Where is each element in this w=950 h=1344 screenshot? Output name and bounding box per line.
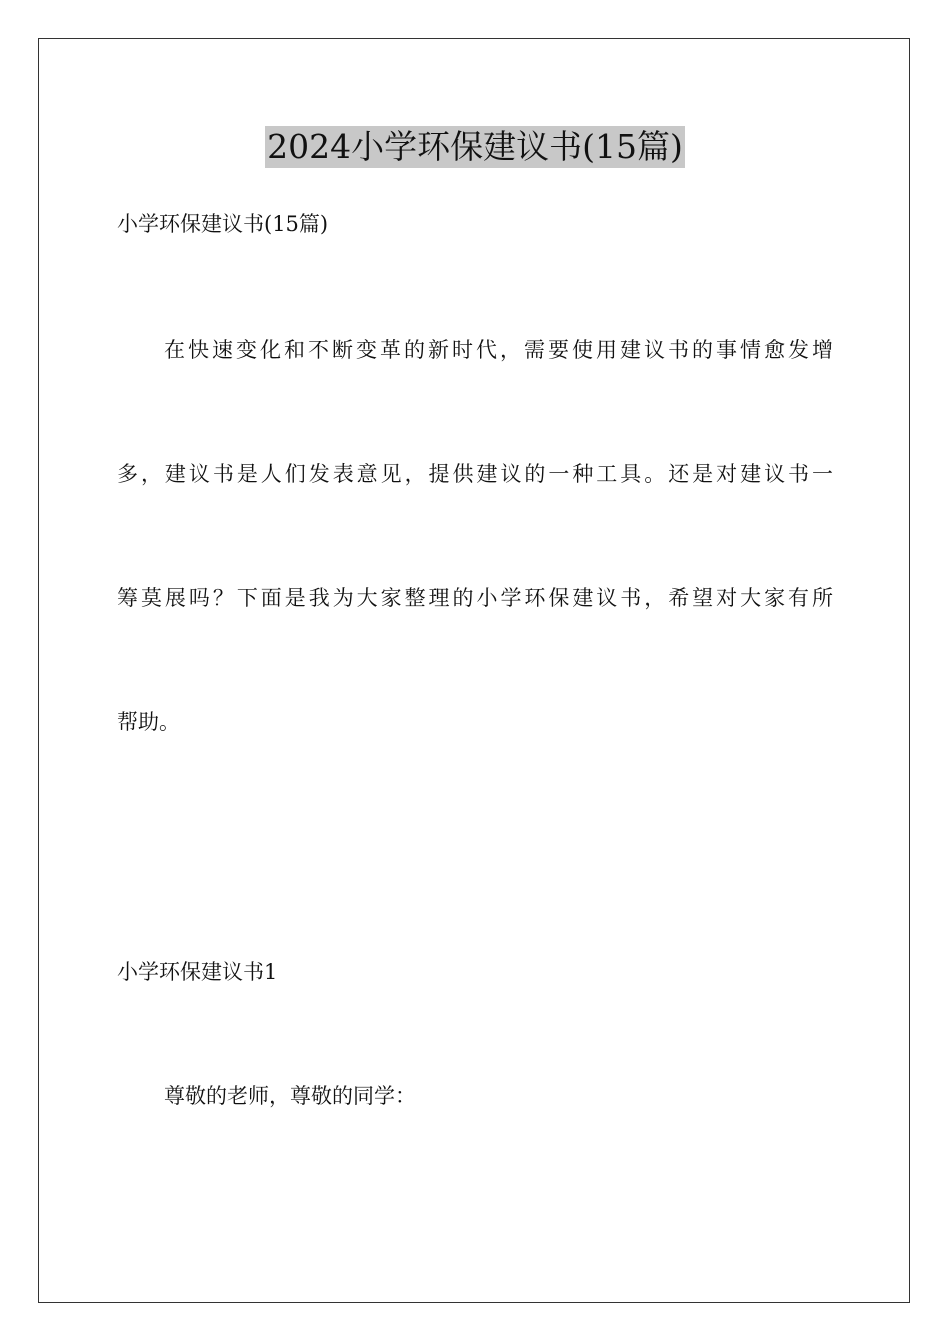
salutation: 尊敬的老师，尊敬的同学： [164,1084,416,1108]
document-title: 2024小学环保建议书(15篇) [267,127,683,166]
title-container [0,126,950,168]
intro-line-2: 多，建议书是人们发表意见，提供建议的一种工具。还是对建议书一 [117,462,833,486]
intro-line-4: 帮助。 [117,710,180,734]
intro-line-3: 筹莫展吗？下面是我为大家整理的小学环保建议书，希望对大家有所 [117,586,833,610]
document-subtitle: 小学环保建议书(15篇) [117,212,329,236]
section-heading: 小学环保建议书1 [117,960,278,984]
intro-line-1: 在快速变化和不断变革的新时代，需要使用建议书的事情愈发增 [164,338,833,362]
